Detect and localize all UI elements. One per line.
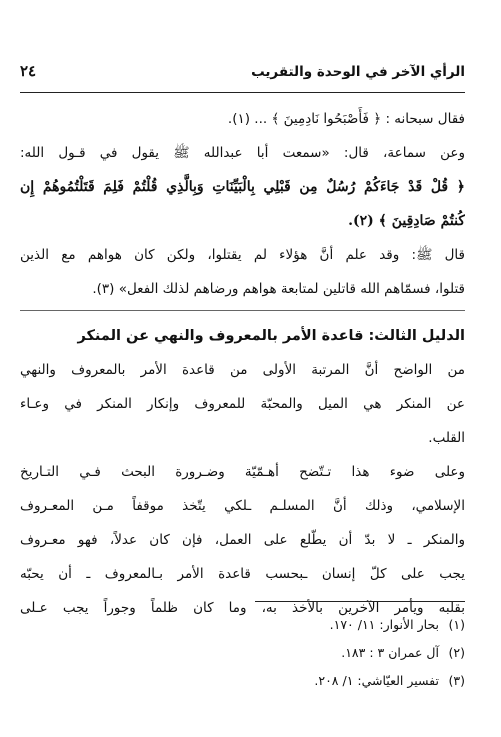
footnote-number: (١) [448, 617, 465, 632]
text-line: يجب على كلّ إنسان ـبحسب قاعدة الأمر بـالمعروف ـ أن يحبّه [20, 566, 465, 582]
body-text [20, 102, 465, 625]
text-line: كُنتُمْ صَادِقِينَ ﴾ (٢). [348, 213, 465, 229]
footnote-rule [255, 601, 465, 602]
running-header [20, 62, 465, 80]
footnote-number: (٢) [448, 645, 465, 660]
text-line: قتلوا، فسمّاهم الله قاتلين لمتابعة هواهم ورضاهم لذلك الفعل» (٣). [92, 281, 465, 297]
footnote [150, 639, 465, 667]
page-number: ٢٤ [20, 62, 37, 80]
text-line: وعن سماعة، قال: «سمعت أبا عبدالله ﷺ يقول في قـول الله: [20, 145, 465, 161]
section-heading: الدليل الثالث: قاعدة الأمر بالمعروف والنهي عن المنكر [77, 328, 465, 344]
footnotes [150, 611, 465, 695]
running-title: الرأي الآخر في الوحدة والتقريب [251, 64, 465, 80]
text-line: وعلى ضوء هذا تـتّضح أهـمّيّة وضـرورة البحث فـي التـاريخ [20, 464, 465, 480]
text-line: بقلبه ويأمر الآخرين بالأخذ به، وما كان ظلماً وجوراً يجب عـلى [20, 600, 465, 616]
text-line: من الواضح أنَّ المرتبة الأولى من قاعدة الأمر بالمعروف والنهي [20, 362, 465, 378]
text-line: فقال سبحانه : ﴿ فَأَصْبَحُوا نَادِمِينَ ﴾ ... (١). [227, 111, 465, 127]
footnote [150, 611, 465, 639]
footnote-number: (٣) [448, 673, 465, 688]
footnote-text: بحار الأنوار: ١١/ ١٧٠. [329, 617, 439, 632]
text-line: والمنكر ـ لا بدّ أن يطّلع على العمل، فإن كان عدلاً، فهو معـروف [20, 532, 465, 548]
text-line: القلب. [428, 430, 465, 446]
footnote-text: تفسير العيّاشي: ١/ ٢٠٨. [314, 673, 439, 688]
section-divider [20, 310, 465, 311]
footnote-text: آل عمران ٣ : ١٨٣. [341, 645, 439, 660]
text-line: عن المنكر هي الميل والمحبّة للمعروف وإنكار المنكر في وعـاء [20, 396, 465, 412]
footnote [150, 667, 465, 695]
text-line: ﴿ قُلْ قَدْ جَاءَكُمْ رُسُلٌ مِن قَبْلِي بِالْبَيِّنَاتِ وَبِالَّذِي قُلْتُمْ فَلِمَ قَتَلْتُمُوهُمْ إِن [20, 179, 465, 195]
header-rule [20, 92, 465, 93]
text-line: قال ﷺ: وقد علم أنَّ هؤلاء لم يقتلوا، ولكن كان هواهم مع الذين [20, 247, 465, 263]
text-line: الإسلامي، وذلك أنَّ المسلـم ـلكي يتّخذ موقفاً مـن المعـروف [20, 498, 465, 514]
